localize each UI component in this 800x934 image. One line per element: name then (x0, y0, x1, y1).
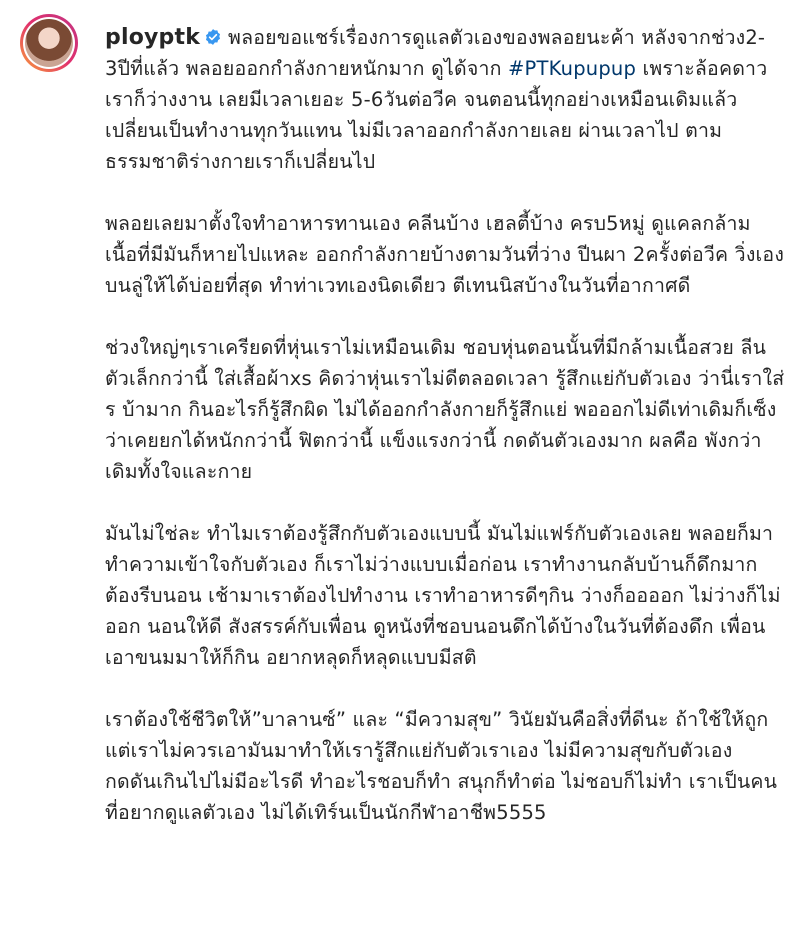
caption-paragraph-5: เราต้องใช้ชีวิตให้”บาลานซ์” และ “มีความสุข” วินัยมันคือสิ่งที่ดีนะ ถ้าใช้ให้ถูก แต่เราไม่ควรเอามันมาทำให้เรารู้สึกแย่กับตัวเราเอง ไม่มีความสุขกับตัวเอง กดดันเกินไปไม่มีอะไรดี ทำอะไรชอบก็ทำ สนุกก็ทำต่อ ไม่ชอบก็ไม่ทำ เราเป็นคนที่อยากดูแลตัวเอง ไม่ได้เทิร์นเป็นนักกีฬาอาชีพ5555 (105, 708, 778, 824)
avatar[interactable] (20, 14, 78, 72)
hashtag-link[interactable]: #PTKupupup (508, 57, 637, 80)
username-link[interactable]: ployptk (105, 25, 201, 50)
avatar-ring (23, 17, 75, 69)
post-caption (105, 22, 785, 859)
caption-paragraph-1-rest: เพราะล้อคดาวเราก็ว่างงาน เลยมีเวลาเยอะ 5-6วันต่อวีค จนตอนนี้ทุกอย่างเหมือนเดิมแล้ว เปลี่ยนเป็นทำงานทุกวันแทน ไม่มีเวลาออกกำลังกายเลย ผ่านเวลาไป ตามธรรมชาติร่างกายเราก็เปลี่ยนไป (105, 57, 768, 173)
caption-paragraph-2: พลอยเลยมาตั้งใจทำอาหารทานเอง คลีนบ้าง เฮลตี้บ้าง ครบ5หมู่ ดูแคลกล้ามเนื้อที่มีมันก็หายไปแหละ ออกกำลังกายบ้างตามวันที่ว่าง ปีนผา 2ครั้งต่อวีค วิ่งเองบนลู่ให้ได้บ่อยที่สุด ทำท่าเวทเองนิดเดียว ตีเทนนิสบ้างในวันที่อากาศดี (105, 212, 785, 297)
caption-paragraph-3: ช่วงใหญ่ๆเราเครียดที่หุ่นเราไม่เหมือนเดิม ชอบหุ่นตอนนั้นที่มีกล้ามเนื้อสวย ลีน ตัวเล็กกว่านี้ ใส่เสื้อผ้าxs คิดว่าหุ่นเราไม่ดีตลอดเวลา รู้สึกแย่กับตัวเอง ว่านี่เราใส่ร บ้ามาก กินอะไรก็รู้สึกผิด ไม่ได้ออกกำลังกายก็รู้สึกแย่ พอออกไม่ดีเท่าเดิมก็เซ็งว่าเคยยกได้หนักกว่านี้ ฟิตกว่านี้ แข็งแรงกว่านี้ กดดันตัวเองมาก ผลคือ พังกว่าเดิมทั้งใจและกาย (105, 336, 785, 483)
verified-badge-icon (204, 28, 222, 46)
caption-paragraph-4: มันไม่ใช่ละ ทำไมเราต้องรู้สึกกับตัวเองแบบนี้ มันไม่แฟร์กับตัวเองเลย พลอยก็มาทำความเข้าใจกับตัวเอง ก็เราไม่ว่างแบบเมื่อก่อน เราทำงานกลับบ้านก็ดึกมากต้องรีบนอน เช้ามาเราต้องไปทำงาน เราทำอาหารดีๆกิน ว่างก็ออออก ไม่ว่างก็ไม่ออก นอนให้ดี สังสรรค์กับเพื่อน ดูหนังที่ชอบนอนดึกได้บ้างในวันที่ต้องดึก เพื่อนเอาขนมมาให้ก็กิน อยากหลุดก็หลุดแบบมีสติ (105, 522, 781, 669)
caption-paragraph-1 (105, 22, 785, 177)
caption-intro-text: พลอยขอแชร์เรื่องการดูแลตัวเองของพลอยนะค้า หลังจากช่วง2-3ปีที่แล้ว พลอยออกกำลังกายหนักมาก ดูได้จาก (105, 26, 766, 80)
avatar-photo (25, 19, 73, 67)
